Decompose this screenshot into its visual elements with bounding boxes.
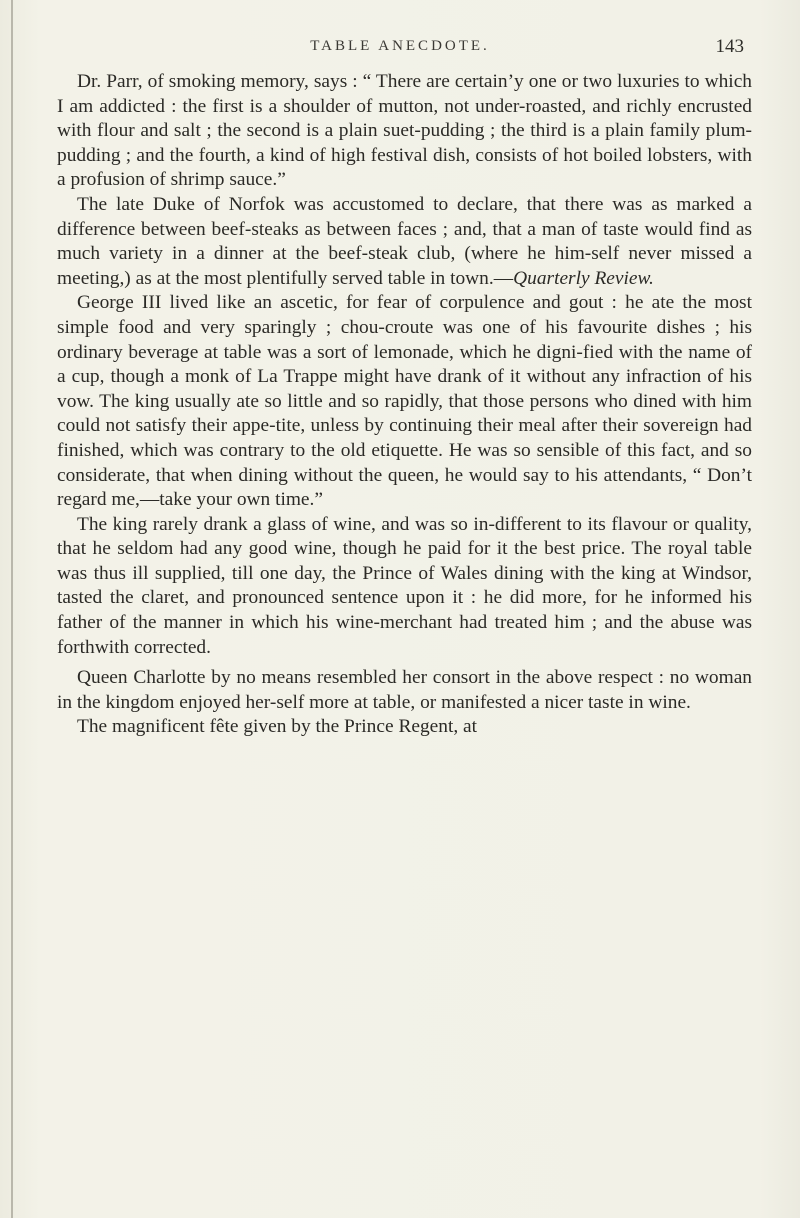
- paragraph-text: The magnificent fête given by the Prince Regent, at: [77, 716, 478, 738]
- paragraph-george-iii: [57, 291, 752, 512]
- paragraph-king-wine: [57, 513, 752, 661]
- paragraph-queen-charlotte: [57, 666, 752, 715]
- citation: Quarterly Review.: [513, 267, 654, 289]
- running-title: TABLE ANECDOTE.: [310, 38, 490, 54]
- paragraph-text: Dr. Parr, of smoking memory, says : “ There are certain’y one or two luxuries to which I am addicted : the first is a shoulder of mutton, not under-roasted, and richly encrusted with flour and salt ; the second is a plain suet-pudding ; the third is a plain family plum-pudding ; and the fourth, a kind of high festival dish, consists of hot boiled lobsters, with a profusion of shrimp sauce.”: [57, 71, 752, 191]
- page-number: 143: [715, 36, 744, 57]
- body-text: [57, 70, 752, 740]
- paragraph-text: George III lived like an ascetic, for fear of corpulence and gout : he ate the most simple food and very sparingly ; chou-croute was one of his favourite dishes ; his ordinary beverage at table was a sort of lemonade, which he digni-fied with the name of a cup, though a monk of La Trappe might have drank of it without any infraction of his vow. The king usually ate so little and so rapidly, that those persons who dined with him could not satisfy their appe-tite, unless by continuing their meal after their sovereign had finished, which was contrary to the old etiquette. He was so sensible of this fact, and so considerate, that when dining without the queen, he would say to his attendants, “ Don’t regard me,—take your own time.”: [57, 292, 752, 511]
- paragraph-text: The king rarely drank a glass of wine, and was so in-different to its flavour or quality, that he seldom had any good wine, though he paid for it the best price. The royal table was thus ill supplied, till one day, the Prince of Wales dining with the king at Windsor, tasted the claret, and pronounced sentence upon it : he did more, for he informed his father of the manner in which his wine-merchant had treated him ; and the abuse was forthwith corrected.: [57, 513, 752, 658]
- paragraph-text: The late Duke of Norfok was accustomed to declare, that there was as marked a difference between beef-steaks as between faces ; and, that a man of taste would find as much variety in a dinner at the beef-steak club, (where he him-self never missed a meeting,) as at the most plentifully served table in town.—: [57, 193, 752, 289]
- paragraph-prince-regent: [57, 715, 752, 740]
- paragraph-text: Queen Charlotte by no means resembled her consort in the above respect : no woman in the kingdom enjoyed her-self more at table, or manifested a nicer taste in wine.: [57, 667, 752, 713]
- running-head: [0, 38, 800, 62]
- page-edge-line: [11, 0, 13, 1218]
- paragraph-norfolk: [57, 193, 752, 291]
- paragraph-parr: [57, 70, 752, 193]
